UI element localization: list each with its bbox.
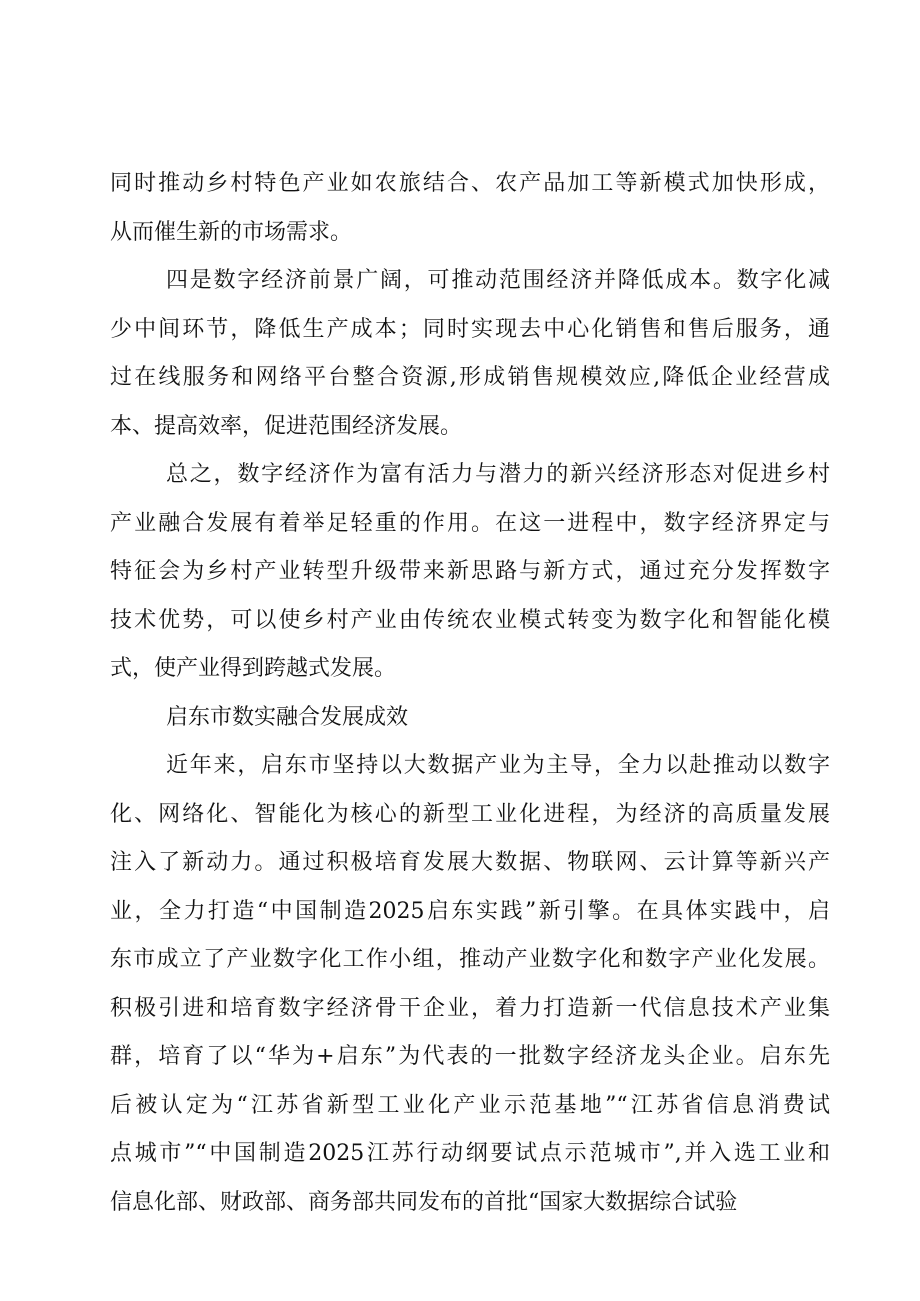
text-line: 总之，数字经济作为富有活力与潜力的新兴经济形态对促进乡村 [166,462,830,487]
section-heading [110,694,830,743]
text-line: 点城市”“中国制造2025江苏行动纲要试点示范城市”,并入选工业和 [110,1141,830,1166]
text-line: 从而催生新的市场需求。 [110,219,353,245]
text-line: 技术优势，可以使乡村产业由传统农业模式转变为数字化和智能化模 [110,607,830,633]
paragraph-3 [110,451,830,694]
text-line: 同时推动乡村特色产业如农旅结合、农产品加工等新模式加快形成， [110,171,830,196]
text-line: 近年来，启东市坚持以大数据产业为主导，全力以赴推动以数字 [166,753,830,778]
text-line: 积极引进和培育数字经济骨干企业，着力打造新一代信息技术产业集 [110,995,830,1021]
text-line: 过在线服务和网络平台整合资源,形成销售规模效应,降低企业经营成 [110,365,830,390]
text-line: 式，使产业得到跨越式发展。 [110,656,397,681]
text-line: 产业融合发展有着举足轻重的作用。在这一进程中，数字经济界定与 [110,510,830,536]
text-line: 特征会为乡村产业转型升级带来新思路与新方式，通过充分发挥数字 [110,559,830,584]
text-line: 化、网络化、智能化为核心的新型工业化进程，为经济的高质量发展 [110,801,830,827]
document-body [110,160,830,1227]
paragraph-4 [110,742,830,1227]
text-line: 注入了新动力。通过积极培育发展大数据、物联网、云计算等新兴产 [110,850,830,875]
text-line: 少中间环节，降低生产成本；同时实现去中心化销售和售后服务，通 [110,316,830,342]
text-line: 四是数字经济前景广阔，可推动范围经济并降低成本。数字化减 [166,268,830,293]
paragraph-1 [110,160,830,257]
text-line: 东市成立了产业数字化工作小组，推动产业数字化和数字产业化发展。 [110,947,830,972]
text-line: 群，培育了以“华为+启东”为代表的一批数字经济龙头企业。启东先 [110,1044,830,1069]
text-line: 业，全力打造“中国制造2025启东实践”新引擎。在具体实践中，启 [110,898,830,924]
text-line: 信息化部、财政部、商务部共同发布的首批“国家大数据综合试验 [110,1189,738,1215]
section-heading-text: 启东市数实融合发展成效 [166,704,409,730]
text-line: 后被认定为“江苏省新型工业化产业示范基地”“江苏省信息消费试 [110,1092,830,1118]
paragraph-2 [110,257,830,451]
text-line: 本、提高效率，促进范围经济发展。 [110,413,463,439]
